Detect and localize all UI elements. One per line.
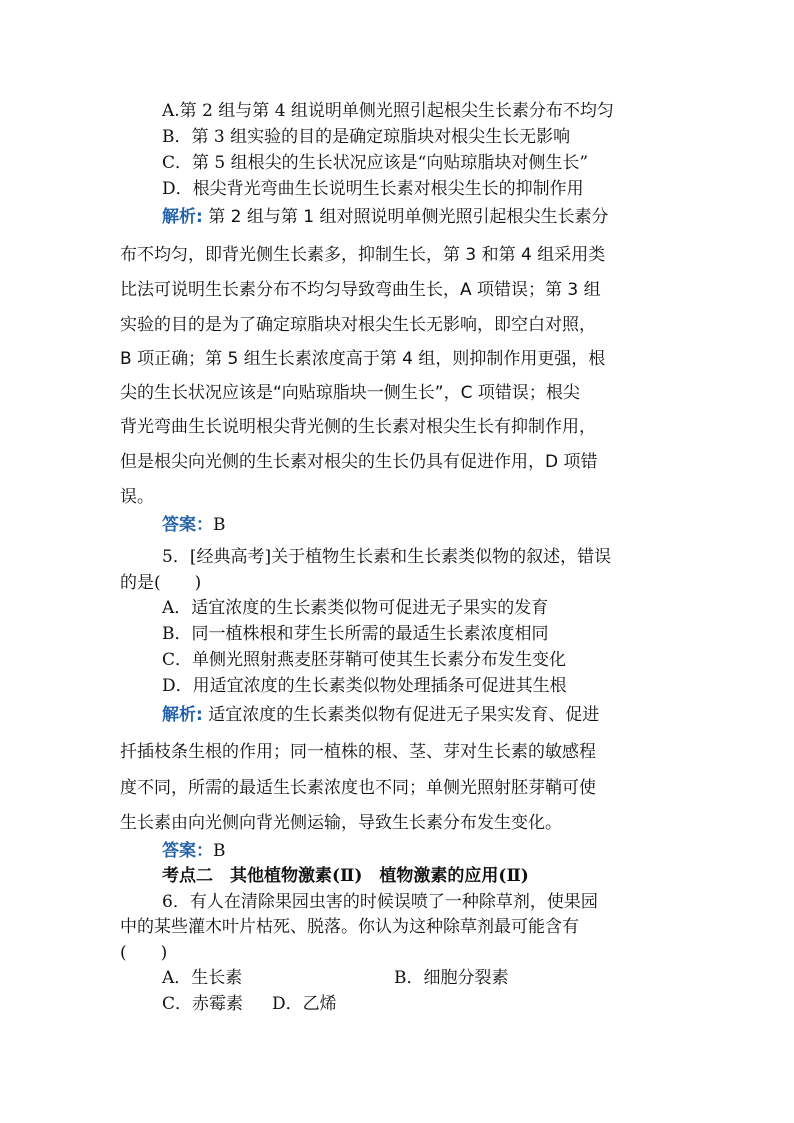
q5-analysis-label: 解析: (162, 705, 203, 725)
q5-answer-label: 答案： (162, 841, 213, 861)
q6-stem-line-2: 中的某些灌木叶片枯死、脱落。你认为这种除草剂最可能含有 (120, 917, 579, 937)
q4-option-d: D．根尖背光弯曲生长说明生长素对根尖生长的抑制作用 (162, 179, 584, 199)
q4-analysis-line-3: 比法可说明生长素分布不均匀导致弯曲生长，A 项错误；第 3 组 (120, 280, 601, 300)
q4-analysis-line-7: 背光弯曲生长说明根尖背光侧的生长素对根尖生长有抑制作用， (120, 417, 596, 437)
q5-stem-line-1: 5．[经典高考]关于植物生长素和生长素类似物的叙述，错误 (162, 547, 612, 567)
q4-option-b: B．第 3 组实验的目的是确定琼脂块对根尖生长无影响 (162, 127, 571, 147)
q4-analysis-line-9: 误。 (120, 487, 154, 507)
q4-option-a: A.第 2 组与第 4 组说明单侧光照引起根尖生长素分布不均匀 (162, 101, 614, 121)
q4-analysis-line-5: B 项正确；第 5 组生长素浓度高于第 4 组，则抑制作用更强，根 (120, 349, 606, 369)
q5-answer (162, 840, 226, 862)
q6-option-c: C．赤霉素 (162, 994, 244, 1014)
section-heading: 考点二 其他植物激素(Ⅱ) 植物激素的应用(Ⅱ) (162, 866, 529, 886)
q5-analysis-line-3: 度不同，所需的最适生长素浓度也不同；单侧光照射胚芽鞘可使 (120, 778, 596, 798)
q5-option-c: C．单侧光照射燕麦胚芽鞘可使其生长素分布发生变化 (162, 650, 567, 670)
q6-option-d: D．乙烯 (272, 994, 337, 1014)
q5-option-d: D．用适宜浓度的生长素类似物处理插条可促进其生根 (162, 676, 567, 696)
q5-option-b: B．同一植株根和芽生长所需的最适生长素浓度相同 (162, 624, 549, 644)
q4-analysis-line-6: 尖的生长状况应该是“向贴琼脂块一侧生长”，C 项错误；根尖 (120, 383, 580, 403)
q4-analysis-line-1: 解析: 第 2 组与第 1 组对照说明单侧光照引起根尖生长素分 (162, 207, 609, 227)
q4-analysis-label: 解析: (162, 207, 203, 227)
q6-option-a: A．生长素 (162, 968, 243, 988)
q4-option-c: C．第 5 组根尖的生长状况应该是“向贴琼脂块对侧生长” (162, 153, 589, 173)
q4-answer (162, 514, 226, 536)
q4-analysis-line-4: 实验的目的是为了确定琼脂块对根尖生长无影响，即空白对照， (120, 315, 596, 335)
q4-analysis-line-2: 布不均匀，即背光侧生长素多，抑制生长，第 3 和第 4 组采用类 (120, 245, 606, 265)
q5-stem-line-2: 的是( ) (120, 573, 202, 593)
q5-analysis-line-1: 解析: 适宜浓度的生长素类似物有促进无子果实发育、促进 (162, 705, 600, 725)
q5-answer-value: B (213, 841, 226, 861)
q6-stem-line-1: 6．有人在清除果园虫害的时候误喷了一种除草剂，使果园 (162, 892, 598, 912)
q4-answer-label: 答案： (162, 515, 213, 535)
q5-analysis-line-4: 生长素由向光侧向背光侧运输，导致生长素分布发生变化。 (120, 813, 562, 833)
q4-analysis-line-8: 但是根尖向光侧的生长素对根尖的生长仍具有促进作用，D 项错 (120, 452, 598, 472)
q6-option-b: B．细胞分裂素 (394, 968, 509, 988)
q5-analysis-line-2: 扦插枝条生根的作用；同一植株的根、茎、芽对生长素的敏感程 (120, 742, 596, 762)
q5-option-a: A．适宜浓度的生长素类似物可促进无子果实的发育 (162, 598, 549, 618)
q4-answer-value: B (213, 515, 226, 535)
q6-stem-line-3: ( ) (120, 943, 168, 963)
